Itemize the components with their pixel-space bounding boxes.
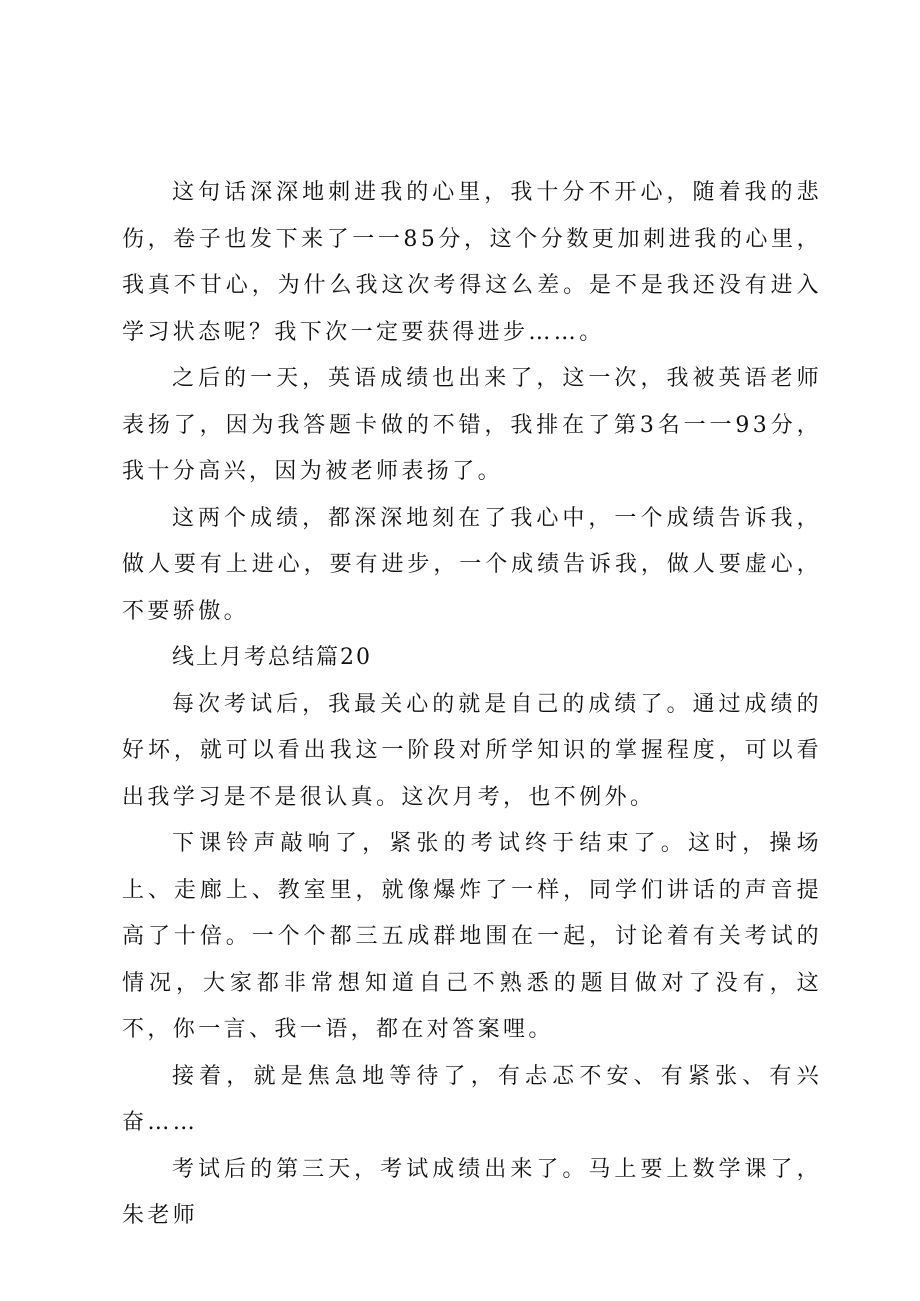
paragraph-7: 考试后的第三天，考试成绩出来了。马上要上数学课了，朱老师	[122, 1156, 822, 1228]
paragraph-4: 每次考试后，我最关心的就是自己的成绩了。通过成绩的好坏，就可以看出我这一阶段对所学知识的掌握程度，可以看出我学习是不是很认真。这次月考，也不例外。	[122, 691, 822, 810]
paragraph-3: 这两个成绩，都深深地刻在了我心中，一个成绩告诉我，做人要有上进心，要有进步，一个成绩告诉我，做人要虚心，不要骄傲。	[122, 505, 822, 624]
paragraph-6: 接着，就是焦急地等待了，有忐忑不安、有紧张、有兴奋……	[122, 1063, 822, 1135]
paragraph-5: 下课铃声敲响了，紧张的考试终于结束了。这时，操场上、走廊上、教室里，就像爆炸了一样，同学们讲话的声音提高了十倍。一个个都三五成群地围在一起，讨论着有关考试的情况，大家都非常想知道自己不熟悉的题目做对了没有，这不，你一言、我一语，都在对答案哩。	[122, 831, 822, 1042]
paragraph-2: 之后的一天，英语成绩也出来了，这一次，我被英语老师表扬了，因为我答题卡做的不错，我排在了第3名一一93分，我十分高兴，因为被老师表扬了。	[122, 366, 822, 484]
document-body	[122, 170, 822, 1240]
section-heading: 线上月考总结篇20	[172, 645, 372, 670]
paragraph-1: 这句话深深地刺进我的心里，我十分不开心，随着我的悲伤，卷子也发下来了一一85分，这个分数更加刺进我的心里，我真不甘心，为什么我这次考得这么差。是不是我还没有进入学习状态呢？我下次一定要获得进步……。	[122, 180, 822, 345]
